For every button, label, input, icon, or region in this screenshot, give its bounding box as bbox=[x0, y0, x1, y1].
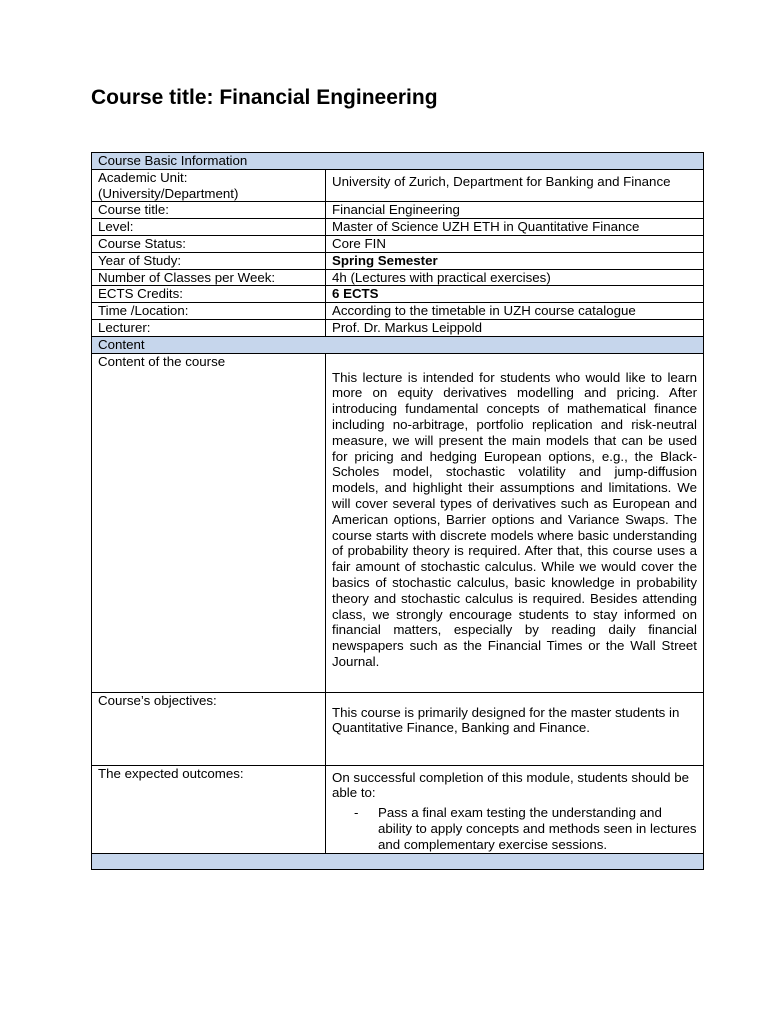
row-value-course-title: Financial Engineering bbox=[326, 202, 704, 219]
table-row-course-content bbox=[92, 353, 704, 692]
row-label-outcomes: The expected outcomes: bbox=[92, 765, 326, 853]
row-value-year-of-study: Spring Semester bbox=[326, 252, 704, 269]
outcome-bullet-text: Pass a final exam testing the understanding and ability to apply concepts and methods seen in lectures and complementary exercise sessions. bbox=[378, 805, 697, 852]
table-row-course-title bbox=[92, 202, 704, 219]
row-value-level: Master of Science UZH ETH in Quantitative Finance bbox=[326, 219, 704, 236]
row-label-academic-unit: Academic Unit: (University/Department) bbox=[92, 169, 326, 202]
table-row-academic-unit bbox=[92, 169, 704, 202]
section-header-content bbox=[92, 336, 704, 353]
table-row-objectives bbox=[92, 692, 704, 765]
table-row-classes-per-week bbox=[92, 269, 704, 286]
course-info-table bbox=[91, 152, 704, 870]
row-label-level: Level: bbox=[92, 219, 326, 236]
table-row-lecturer bbox=[92, 319, 704, 336]
outcomes-intro: On successful completion of this module, students should be able to: bbox=[332, 769, 689, 801]
row-label-year-of-study: Year of Study: bbox=[92, 252, 326, 269]
row-label-course-content: Content of the course bbox=[92, 353, 326, 692]
section-footer-bar bbox=[92, 853, 704, 869]
section-header-basic-label: Course Basic Information bbox=[92, 153, 704, 170]
objectives-text: This course is primarily designed for the master students in Quantitative Finance, Banking and Finance. bbox=[332, 704, 680, 736]
row-value-academic-unit: University of Zurich, Department for Banking and Finance bbox=[326, 169, 704, 202]
row-value-time-location: According to the timetable in UZH course catalogue bbox=[326, 303, 704, 320]
table-row-ects-credits bbox=[92, 286, 704, 303]
row-label-time-location: Time /Location: bbox=[92, 303, 326, 320]
row-value-lecturer: Prof. Dr. Markus Leippold bbox=[326, 319, 704, 336]
row-value-course-status: Core FIN bbox=[326, 235, 704, 252]
course-content-text: This lecture is intended for students who would like to learn more on equity derivatives modelling and pricing. After introducing fundamental concepts of mathematical finance including no-arbitrage, portfolio replication and risk-neutral measure, we will present the main models that can be used for pricing and hedging European options, e.g., the Black-Scholes model, stochastic volatility and jump-diffusion models, and highlight their assumptions and limitations. We will cover several types of derivatives such as European and American options, Barrier options and Variance Swaps. The course starts with discrete models where basic understanding of probability theory is required. After that, this course uses a fair amount of stochastic calculus. While we would cover the basics of stochastic calculus, basic knowledge in probability theory and stochastic calculus is required. Besides attending class, we strongly encourage students to stay informed on financial matters, especially by reading daily financial newspapers such as the Financial Times or the Wall Street Journal. bbox=[332, 369, 698, 669]
row-label-objectives: Course’s objectives: bbox=[92, 692, 326, 765]
table-row-outcomes bbox=[92, 765, 704, 853]
table-row-course-status bbox=[92, 235, 704, 252]
row-label-ects-credits: ECTS Credits: bbox=[92, 286, 326, 303]
row-value-outcomes bbox=[326, 765, 704, 853]
bullet-dash-icon: - bbox=[354, 805, 359, 821]
page-title: Course title: Financial Engineering bbox=[91, 86, 438, 109]
table-row-level bbox=[92, 219, 704, 236]
row-value-objectives bbox=[326, 692, 704, 765]
row-value-course-content bbox=[326, 353, 704, 692]
row-label-classes-per-week: Number of Classes per Week: bbox=[92, 269, 326, 286]
table-row-year-of-study bbox=[92, 252, 704, 269]
row-value-classes-per-week: 4h (Lectures with practical exercises) bbox=[326, 269, 704, 286]
row-label-course-status: Course Status: bbox=[92, 235, 326, 252]
list-item bbox=[332, 805, 697, 852]
section-header-content-label: Content bbox=[92, 336, 704, 353]
section-header-basic bbox=[92, 153, 704, 170]
row-label-course-title: Course title: bbox=[92, 202, 326, 219]
section-footer-bar-cell bbox=[92, 853, 704, 869]
row-value-ects-credits: 6 ECTS bbox=[326, 286, 704, 303]
row-label-lecturer: Lecturer: bbox=[92, 319, 326, 336]
table-row-time-location bbox=[92, 303, 704, 320]
